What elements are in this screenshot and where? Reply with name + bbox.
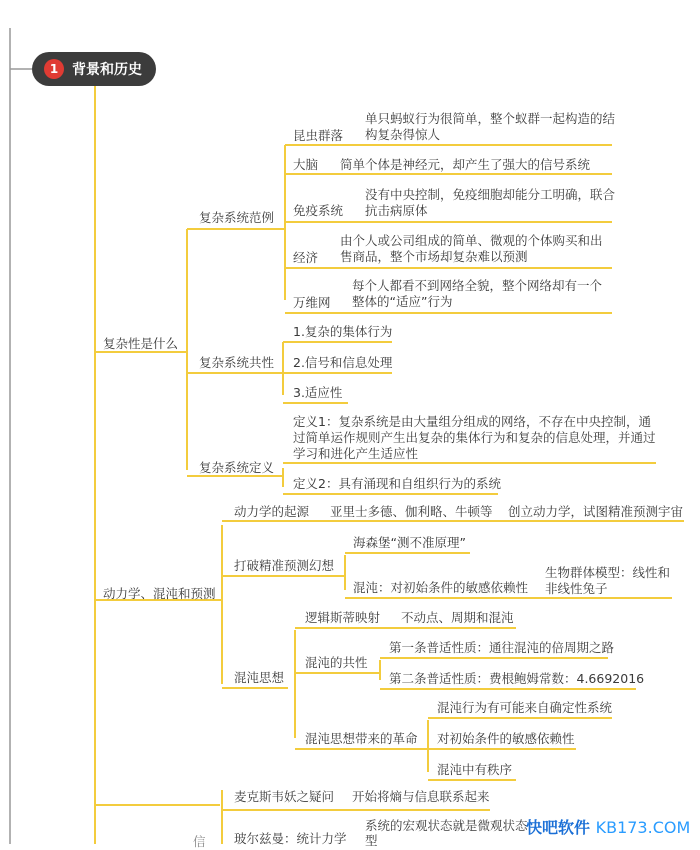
- node-boltzmann-desc-2[interactable]: 型: [365, 833, 378, 848]
- watermark-brand: 快吧软件: [526, 818, 591, 837]
- node-logistic-desc[interactable]: 不动点、周期和混沌: [401, 610, 514, 625]
- node-chaos-thought[interactable]: 混沌思想: [234, 670, 285, 685]
- node-rev-2[interactable]: 对初始条件的敏感依赖性: [437, 731, 575, 746]
- node-economy-desc[interactable]: 由个人或公司组成的简单、微观的个体购买和出售商品，整个市场却复杂难以预测: [340, 233, 603, 264]
- node-common-1[interactable]: 1.复杂的集体行为: [293, 324, 393, 339]
- node-def-1[interactable]: 定义1：复杂系统是由大量组分组成的网络，不存在中央控制，通过简单运作规则产生出复杂的集体行为和复杂的信息处理，并通过学习和进化产生适应性: [293, 414, 656, 461]
- node-revolution[interactable]: 混沌思想带来的革命: [305, 731, 418, 746]
- watermark: [526, 815, 690, 838]
- node-boltzmann[interactable]: 玻尔兹曼：统计力学: [234, 831, 347, 846]
- node-www-desc[interactable]: 每个人都看不到网络全貌，整个网络却有一个整体的“适应”行为: [352, 278, 603, 309]
- node-universal-1[interactable]: 第一条普适性质：通往混沌的倍周期之路: [389, 640, 615, 655]
- node-economy[interactable]: 经济: [293, 250, 319, 265]
- node-examples[interactable]: 复杂系统范例: [199, 210, 275, 225]
- root-number-badge: 1: [44, 59, 64, 79]
- node-www[interactable]: 万维网: [293, 295, 331, 310]
- node-brain[interactable]: 大脑: [293, 157, 319, 172]
- root-topic[interactable]: [32, 52, 156, 86]
- node-rev-3[interactable]: 混沌中有秩序: [437, 762, 513, 777]
- root-title: 背景和历史: [72, 62, 142, 78]
- node-rev-1[interactable]: 混沌行为有可能来自确定性系统: [437, 700, 613, 715]
- node-origin[interactable]: 动力学的起源: [234, 504, 310, 519]
- node-brain-desc[interactable]: 简单个体是神经元，却产生了强大的信号系统: [340, 157, 591, 172]
- node-bio-model[interactable]: 生物群体模型：线性和非线性兔子: [545, 565, 671, 596]
- node-dynamics[interactable]: 动力学、混沌和预测: [103, 586, 216, 601]
- node-what-is[interactable]: 复杂性是什么: [103, 336, 179, 351]
- node-break[interactable]: 打破精准预测幻想: [234, 558, 335, 573]
- node-origin-result[interactable]: 创立动力学，试图精准预测宇宙: [508, 504, 684, 519]
- node-heisenberg[interactable]: 海森堡“测不准原理”: [353, 535, 466, 550]
- node-universal-2[interactable]: 第二条普适性质：费根鲍姆常数：4.6692016: [389, 671, 645, 686]
- node-def-2[interactable]: 定义2：具有涌现和自组织行为的系统: [293, 476, 501, 491]
- node-maxwell-desc[interactable]: 开始将熵与信息联系起来: [352, 789, 490, 804]
- node-boltzmann-desc[interactable]: 系统的宏观状态就是微观状态: [365, 818, 528, 833]
- node-common-2[interactable]: 2.信号和信息处理: [293, 355, 393, 370]
- node-insects[interactable]: 昆虫群落: [293, 128, 344, 143]
- node-chaos-sensitive[interactable]: 混沌：对初始条件的敏感依赖性: [353, 580, 529, 595]
- node-chaos-common[interactable]: 混沌的共性: [305, 655, 368, 670]
- node-immune[interactable]: 免疫系统: [293, 203, 344, 218]
- node-immune-desc[interactable]: 没有中央控制，免疫细胞却能分工明确，联合抗击病原体: [365, 187, 616, 218]
- node-maxwell[interactable]: 麦克斯韦妖之疑问: [234, 789, 335, 804]
- watermark-site: KB173.COM: [595, 818, 691, 837]
- node-common[interactable]: 复杂系统共性: [199, 355, 275, 370]
- node-logistic[interactable]: 逻辑斯蒂映射: [305, 610, 381, 625]
- node-common-3[interactable]: 3.适应性: [293, 385, 343, 400]
- node-partial: 信: [193, 834, 206, 849]
- node-origin-people[interactable]: 亚里士多德、伽利略、牛顿等: [330, 504, 493, 519]
- node-insects-desc[interactable]: 单只蚂蚁行为很简单，整个蚁群一起构造的结构复杂得惊人: [365, 111, 616, 142]
- node-definition[interactable]: 复杂系统定义: [199, 460, 275, 475]
